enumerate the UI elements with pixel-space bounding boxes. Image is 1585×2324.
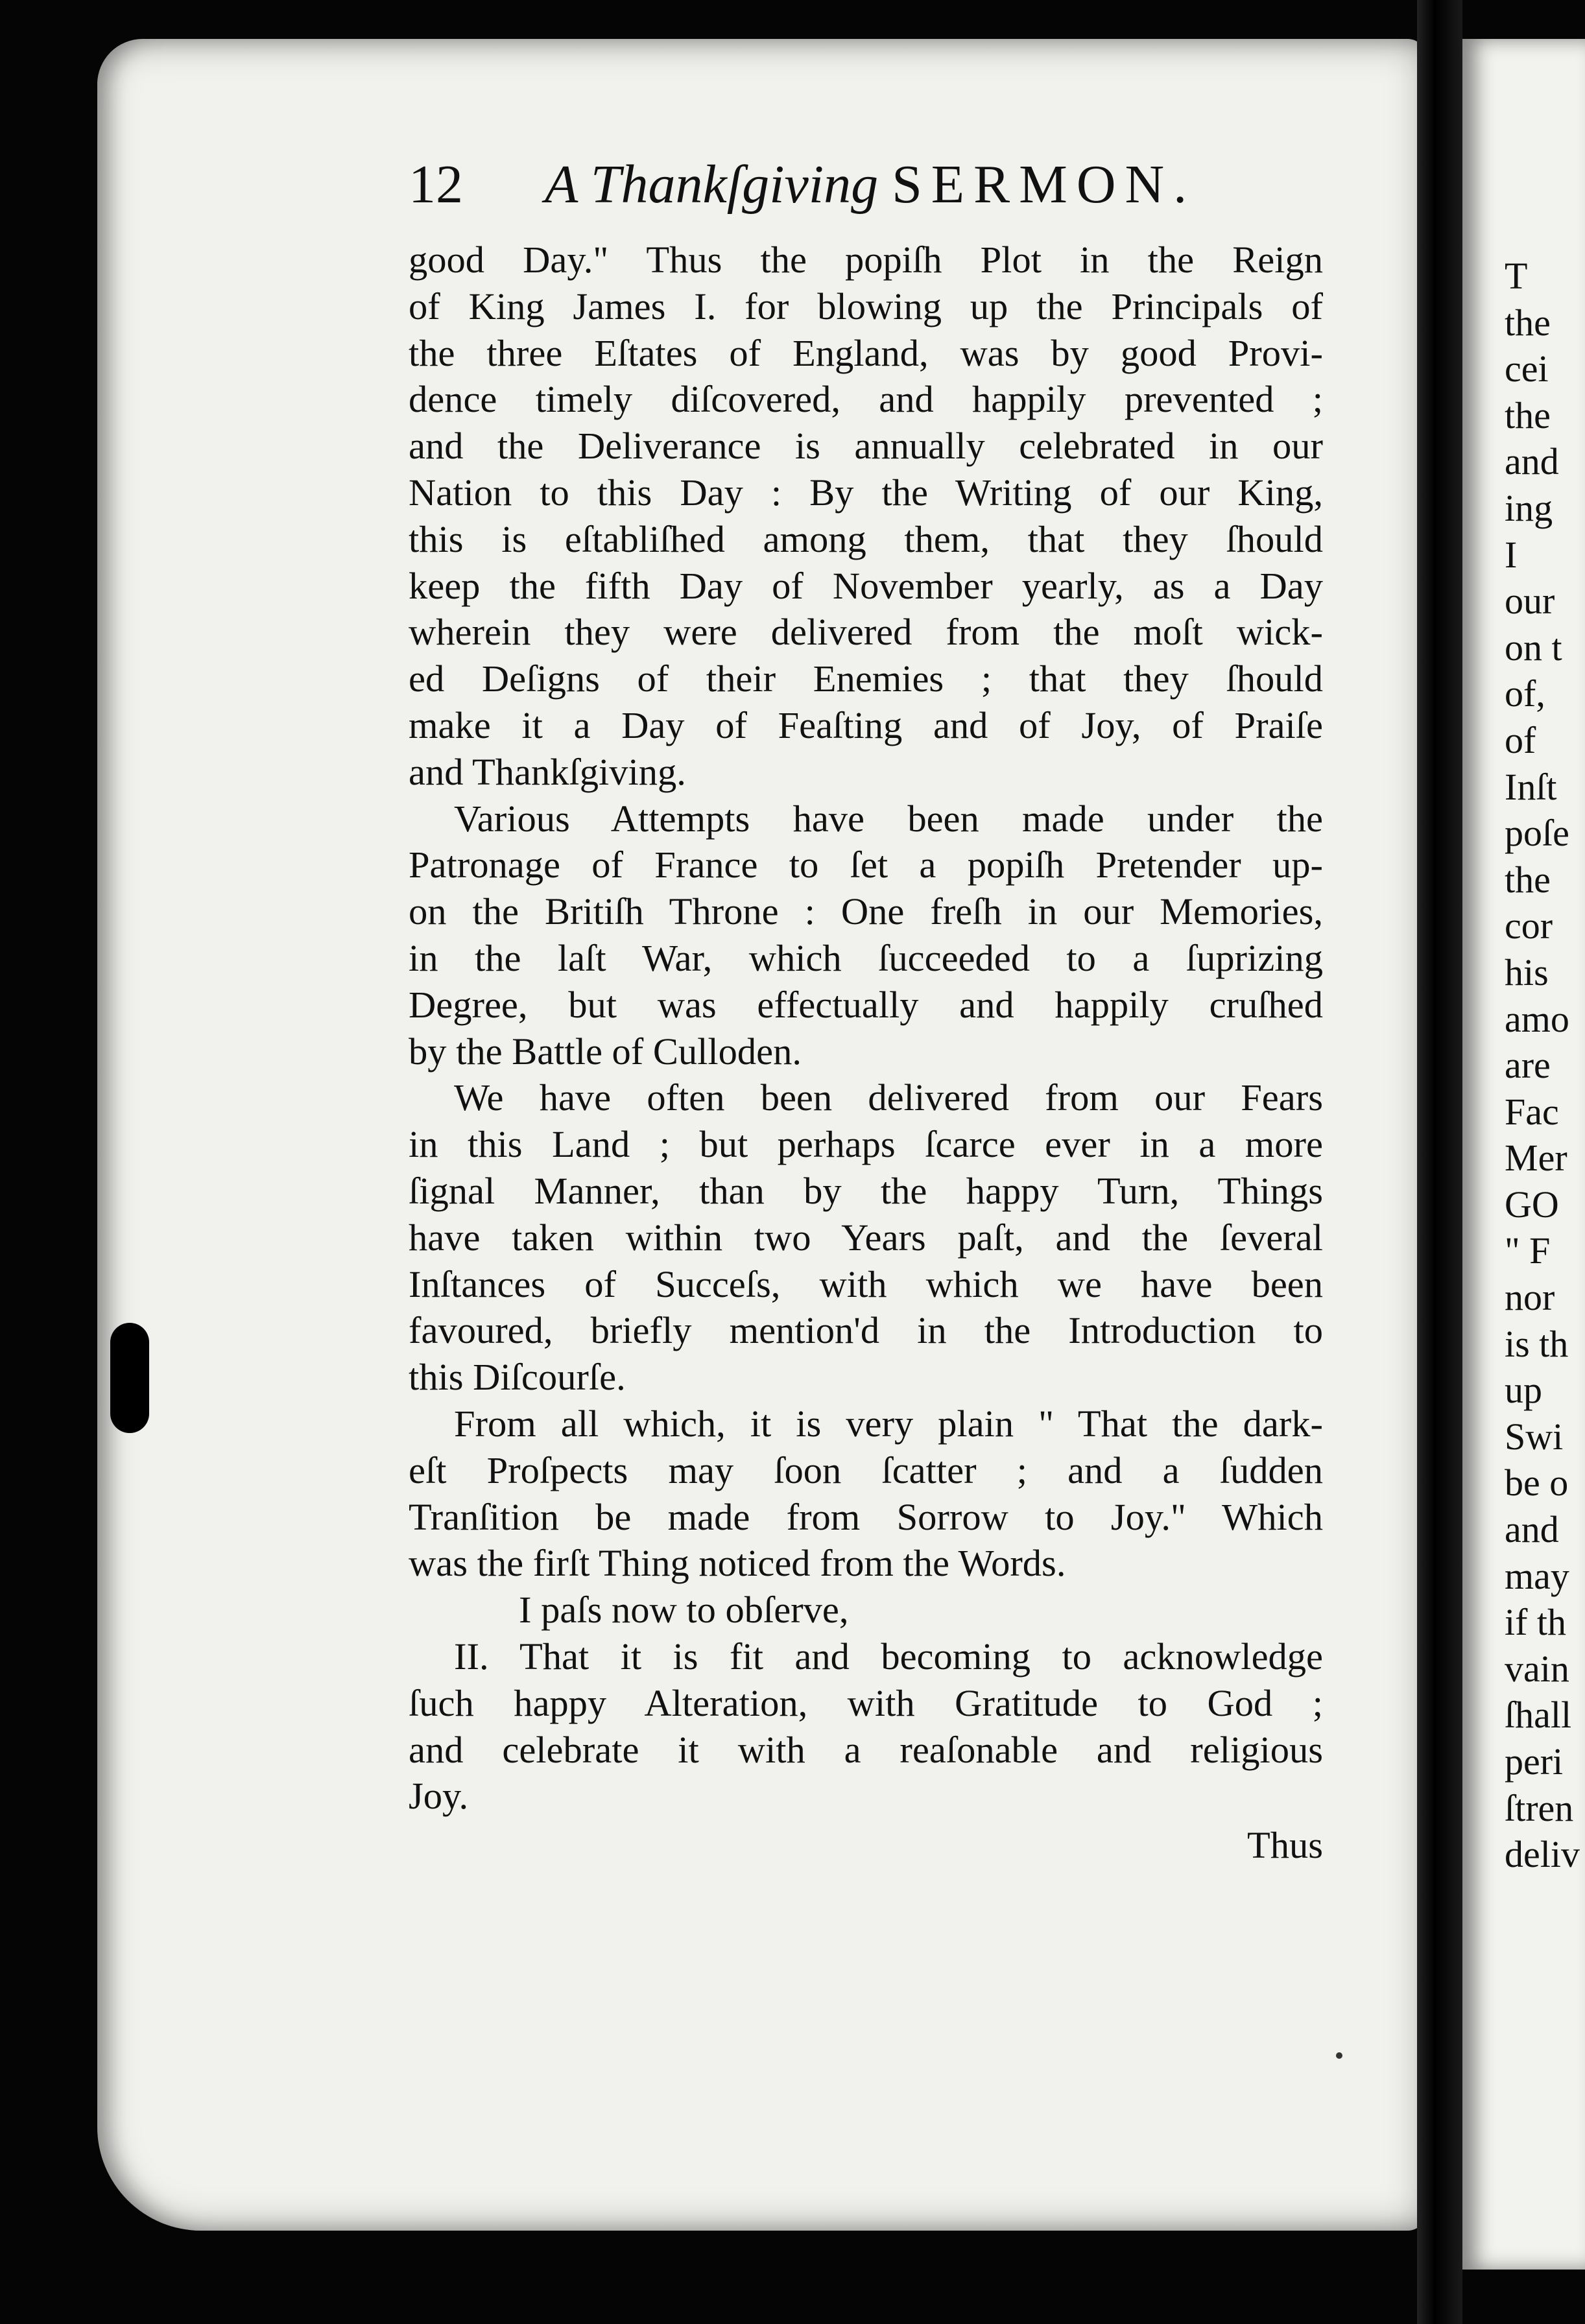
running-header bbox=[409, 146, 1226, 224]
text-line: and celebrate it with a reaſonable and religious bbox=[409, 1728, 1323, 1771]
fragment-line: cor bbox=[1505, 905, 1553, 947]
running-title-caps: SERMON. bbox=[892, 154, 1197, 215]
text-line: Nation to this Day : By the Writing of our King, bbox=[409, 471, 1323, 514]
text-line: Degree, but was effectually and happily cruſhed bbox=[409, 983, 1323, 1026]
fragment-line: deliv bbox=[1505, 1833, 1580, 1876]
fragment-line: Fac bbox=[1505, 1090, 1559, 1133]
right-page-fragments bbox=[1505, 253, 1585, 1878]
running-title-italic: A Thankſgiving bbox=[545, 154, 879, 215]
fragment-line: his bbox=[1505, 951, 1549, 993]
text-line: on the Britiſh Throne : One freſh in our Memories, bbox=[409, 890, 1323, 933]
fragment-line: the bbox=[1505, 858, 1551, 901]
fragment-line: amo bbox=[1505, 997, 1569, 1040]
text-line: and Thankſgiving. bbox=[409, 750, 686, 793]
fragment-line: GO bbox=[1505, 1183, 1559, 1226]
fragment-line: " F bbox=[1505, 1229, 1551, 1272]
fragment-line: the bbox=[1505, 301, 1551, 344]
text-line: this is eſtabliſhed among them, that they ſhould bbox=[409, 517, 1323, 560]
text-line: make it a Day of Feaſting and of Joy, of Praiſe bbox=[409, 704, 1323, 746]
binding-clip-mark bbox=[110, 1323, 149, 1433]
text-line: ed Deſigns of their Enemies ; that they ſhould bbox=[409, 658, 1323, 700]
text-line: have taken within two Years paſt, and the ſeveral bbox=[409, 1216, 1323, 1259]
ink-speck bbox=[1336, 2052, 1342, 2059]
text-line: in the laſt War, which ſucceeded to a ſuprizing bbox=[409, 936, 1323, 979]
fragment-line: ſtren bbox=[1505, 1786, 1574, 1829]
fragment-line: be o bbox=[1505, 1462, 1569, 1504]
text-line: Tranſition be made from Sorrow to Joy." Which bbox=[409, 1495, 1323, 1538]
fragment-line: if th bbox=[1505, 1601, 1567, 1644]
text-line: Joy. bbox=[409, 1775, 469, 1818]
text-line: dence timely diſcovered, and happily prevented ; bbox=[409, 378, 1323, 421]
text-line: by the Battle of Culloden. bbox=[409, 1030, 802, 1073]
page-number: 12 bbox=[409, 154, 463, 215]
text-line: I paſs now to obſerve, bbox=[519, 1589, 849, 1631]
text-line: From all which, it is very plain " That the dark- bbox=[454, 1402, 1323, 1445]
text-line: eſt Proſpects may ſoon ſcatter ; and a ſudden bbox=[409, 1449, 1323, 1491]
text-line: Inſtances of Succeſs, with which we have been bbox=[409, 1263, 1323, 1305]
text-line: favoured, briefly mention'd in the Introduction to bbox=[409, 1309, 1323, 1352]
fragment-line: on t bbox=[1505, 626, 1562, 669]
fragment-line: of bbox=[1505, 718, 1536, 761]
fragment-line: may bbox=[1505, 1554, 1569, 1597]
fragment-line: T bbox=[1505, 255, 1528, 297]
text-line: the three Eſtates of England, was by good Provi- bbox=[409, 331, 1323, 374]
fragment-line: up bbox=[1505, 1369, 1542, 1412]
body-text bbox=[409, 237, 1323, 1869]
text-line: We have often been delivered from our Fears bbox=[454, 1076, 1323, 1119]
text-line: keep the fifth Day of November yearly, as a Day bbox=[409, 564, 1323, 607]
fragment-line: are bbox=[1505, 1044, 1551, 1087]
text-line: this Diſcourſe. bbox=[409, 1356, 626, 1399]
fragment-line: of, bbox=[1505, 672, 1545, 715]
text-line: Various Attempts have been made under the bbox=[454, 797, 1323, 840]
fragment-line: peri bbox=[1505, 1740, 1564, 1783]
fragment-line: and bbox=[1505, 440, 1559, 483]
catchword: Thus bbox=[1247, 1824, 1323, 1867]
fragment-line: Mer bbox=[1505, 1137, 1567, 1180]
running-title bbox=[545, 146, 1196, 224]
fragment-line: nor bbox=[1505, 1276, 1555, 1319]
fragment-line: I bbox=[1505, 533, 1518, 576]
fragment-line: poſe bbox=[1505, 812, 1569, 855]
fragment-line: and bbox=[1505, 1508, 1559, 1551]
text-line: and the Deliverance is annually celebrated in our bbox=[409, 425, 1323, 468]
fragment-line: is th bbox=[1505, 1322, 1569, 1365]
fragment-line: ſhall bbox=[1505, 1694, 1572, 1737]
text-line: ſignal Manner, than by the happy Turn, Things bbox=[409, 1169, 1323, 1212]
text-line: of King James I. for blowing up the Principals of bbox=[409, 285, 1323, 327]
fragment-line: Swi bbox=[1505, 1415, 1564, 1458]
fragment-line: vain bbox=[1505, 1647, 1569, 1690]
text-line: good Day." Thus the popiſh Plot in the Reign bbox=[409, 239, 1323, 281]
fragment-line: cei bbox=[1505, 348, 1549, 390]
text-line: ſuch happy Alteration, with Gratitude to God ; bbox=[409, 1681, 1323, 1724]
fragment-line: ing bbox=[1505, 486, 1553, 529]
fragment-line: the bbox=[1505, 394, 1551, 436]
fragment-line: our bbox=[1505, 580, 1555, 622]
fragment-line: Inſt bbox=[1505, 765, 1557, 808]
text-line: II. That it is fit and becoming to acknowledge bbox=[454, 1635, 1323, 1678]
text-line: wherein they were delivered from the moſt wick- bbox=[409, 611, 1323, 654]
text-line: was the firſt Thing noticed from the Words. bbox=[409, 1542, 1066, 1585]
book-gutter bbox=[1417, 0, 1462, 2324]
text-line: Patronage of France to ſet a popiſh Pretender up- bbox=[409, 844, 1323, 886]
text-line: in this Land ; but perhaps ſcarce ever in a more bbox=[409, 1123, 1323, 1166]
